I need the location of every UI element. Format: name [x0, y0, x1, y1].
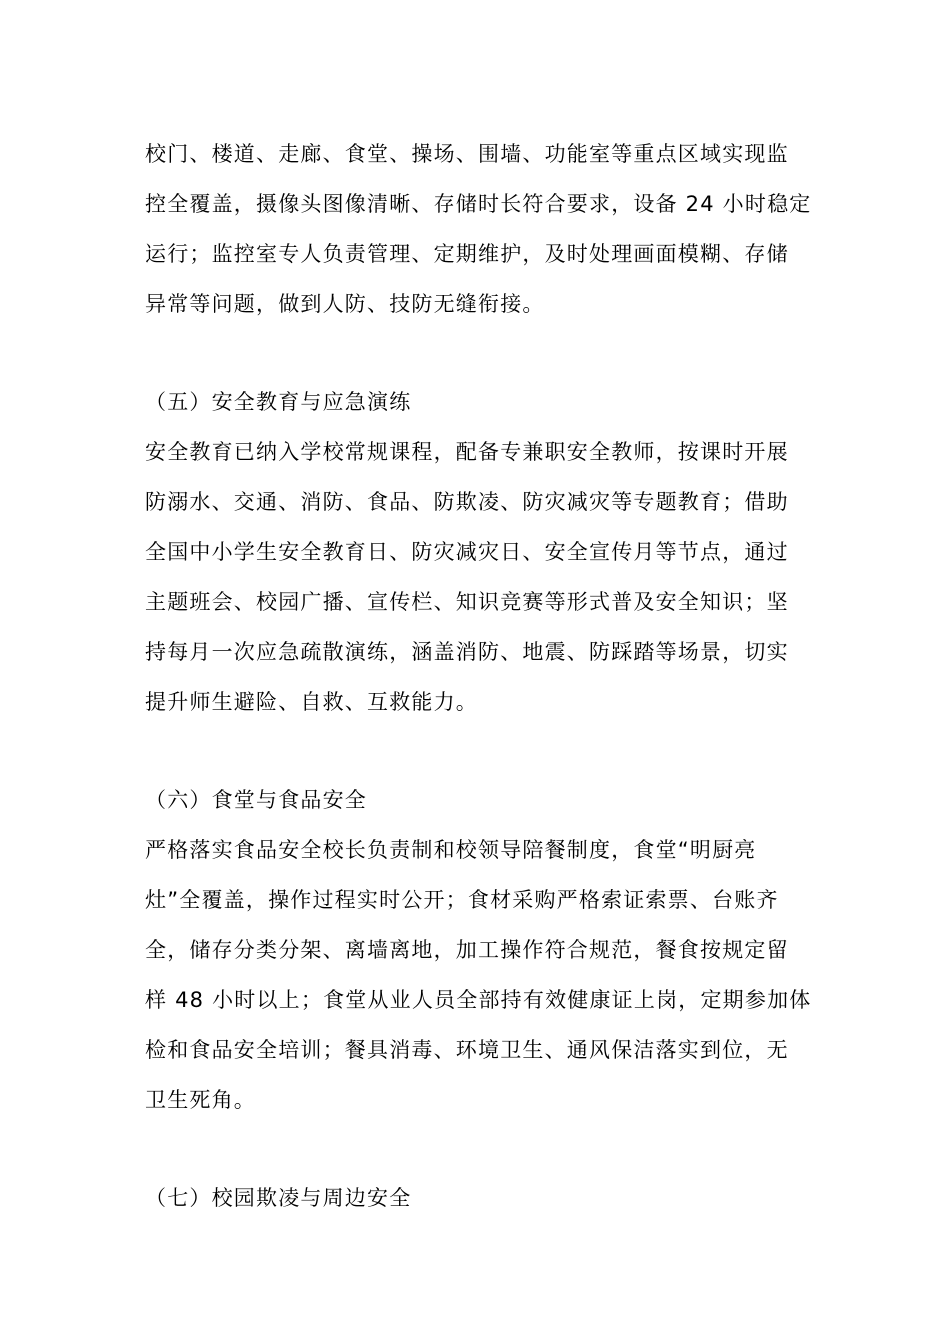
- paragraph-line: 异常等问题，做到人防、技防无缝衔接。: [145, 292, 545, 316]
- paragraph-line: 校门、楼道、走廊、食堂、操场、围墙、功能室等重点区域实现监: [145, 142, 789, 166]
- paragraph-line: 控全覆盖，摄像头图像清晰、存储时长符合要求，设备 24 小时稳定: [145, 192, 812, 216]
- paragraph-line: 全国中小学生安全教育日、防灾减灾日、安全宣传月等节点，通过: [145, 540, 789, 564]
- paragraph-line: 检和食品安全培训；餐具消毒、环境卫生、通风保洁落实到位，无: [145, 1038, 789, 1062]
- section-heading: （六）食堂与食品安全: [145, 788, 367, 812]
- section-heading: （七）校园欺凌与周边安全: [145, 1186, 412, 1210]
- paragraph-line: 提升师生避险、自救、互救能力。: [145, 690, 478, 714]
- paragraph-line: 严格落实食品安全校长负责制和校领导陪餐制度，食堂“明厨亮: [145, 838, 757, 862]
- paragraph-line: 主题班会、校园广播、宣传栏、知识竞赛等形式普及安全知识；坚: [145, 590, 789, 614]
- paragraph-line: 持每月一次应急疏散演练，涵盖消防、地震、防踩踏等场景，切实: [145, 640, 789, 664]
- paragraph-line: 全，储存分类分架、离墙离地，加工操作符合规范，餐食按规定留: [145, 938, 789, 962]
- paragraph-line: 卫生死角。: [145, 1088, 256, 1112]
- paragraph-line: 样 48 小时以上；食堂从业人员全部持有效健康证上岗，定期参加体: [145, 988, 812, 1012]
- paragraph-line: 安全教育已纳入学校常规课程，配备专兼职安全教师，按课时开展: [145, 440, 789, 464]
- paragraph-line: 灶”全覆盖，操作过程实时公开；食材采购严格索证索票、台账齐: [145, 888, 779, 912]
- paragraph-line: 防溺水、交通、消防、食品、防欺凌、防灾减灾等专题教育；借助: [145, 490, 789, 514]
- section-heading: （五）安全教育与应急演练: [145, 390, 412, 414]
- paragraph-line: 运行；监控室专人负责管理、定期维护，及时处理画面模糊、存储: [145, 242, 789, 266]
